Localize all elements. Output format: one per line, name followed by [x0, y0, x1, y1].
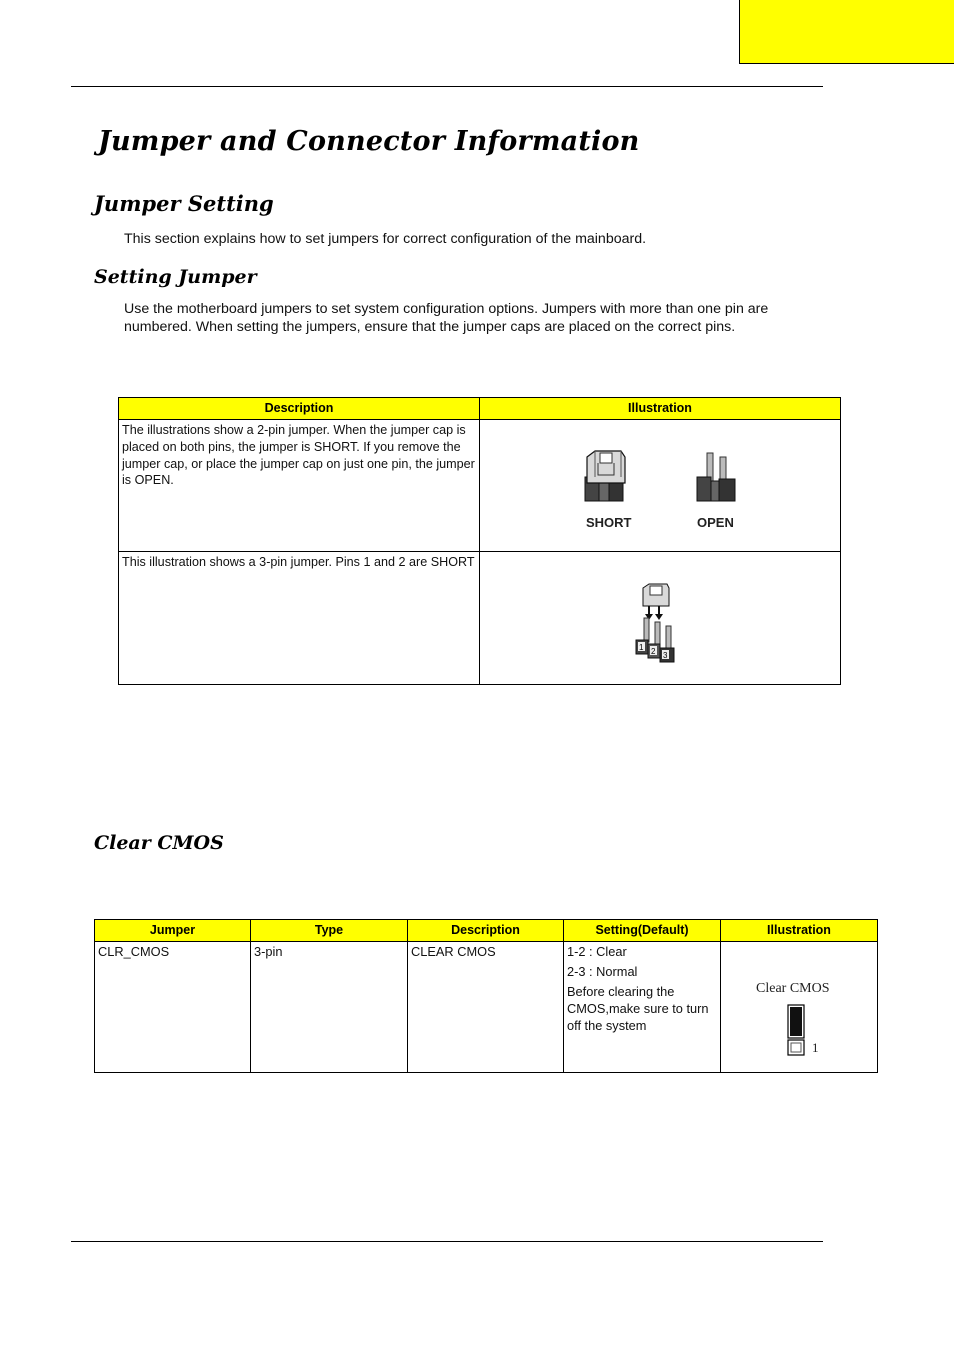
pin-number-1: 1: [639, 643, 644, 652]
pin-number-2: 2: [651, 647, 656, 656]
open-label: OPEN: [697, 515, 734, 530]
cell-setting: [564, 942, 721, 1073]
setting-jumper-paragraph: Use the motherboard jumpers to set system configuration options. Jumpers with more than one pin are numbered. When setting the jumpers, ensure that the jumper caps are placed on the correct pins.: [124, 301, 769, 335]
table-row: [119, 552, 841, 685]
three-pin-illustration-cell: [480, 552, 841, 685]
table-header-description: Description: [119, 398, 480, 420]
clear-cmos-table: [94, 919, 878, 1073]
cell-jumper: CLR_CMOS: [95, 942, 251, 1073]
table-header-illustration: Illustration: [721, 920, 878, 942]
three-pin-description: This illustration shows a 3-pin jumper. Pins 1 and 2 are SHORT: [119, 552, 480, 685]
section-heading-clear-cmos: Clear CMOS: [94, 832, 224, 854]
pin-number-3: 3: [663, 651, 668, 660]
two-pin-description: The illustrations show a 2-pin jumper. When the jumper cap is placed on both pins, the jumper is SHORT. If you remove the jumper cap, or place the jumper cap on just one pin, the jumper is OPEN.: [119, 420, 480, 552]
cell-illustration: [721, 942, 878, 1073]
header-rule: [71, 86, 823, 87]
pin-one-label: 1: [812, 1040, 819, 1055]
cell-type: 3-pin: [251, 942, 408, 1073]
footer-rule: [71, 1241, 823, 1242]
setting-note: Before clearing the CMOS,make sure to turn off the system: [567, 984, 709, 1033]
setting-normal: 2-3 : Normal: [567, 964, 638, 979]
table-header-jumper: Jumper: [95, 920, 251, 942]
table-row: [119, 420, 841, 552]
cell-description: CLEAR CMOS: [408, 942, 564, 1073]
clear-cmos-jumper-icon: [787, 1004, 807, 1056]
section-heading-setting-jumper: Setting Jumper: [94, 266, 257, 288]
section-heading-jumper-setting: Jumper Setting: [94, 191, 274, 216]
two-pin-illustration-cell: [480, 420, 841, 552]
open-jumper-icon: [695, 451, 739, 505]
short-label: SHORT: [586, 515, 632, 530]
yellow-tab-marker: [739, 0, 954, 64]
table-header-type: Type: [251, 920, 408, 942]
setting-clear: 1-2 : Clear: [567, 944, 627, 959]
table-header-illustration: Illustration: [480, 398, 841, 420]
table-header-setting: Setting(Default): [564, 920, 721, 942]
page-title: Jumper and Connector Information: [98, 126, 640, 157]
clear-cmos-caption: Clear CMOS: [756, 981, 830, 996]
jumper-illustration-table: [118, 397, 841, 685]
three-pin-jumper-icon: [635, 582, 681, 666]
table-header-description: Description: [408, 920, 564, 942]
short-jumper-icon: [583, 449, 629, 505]
intro-paragraph: This section explains how to set jumpers for correct configuration of the mainboard.: [124, 231, 647, 247]
table-row: [95, 942, 878, 1073]
